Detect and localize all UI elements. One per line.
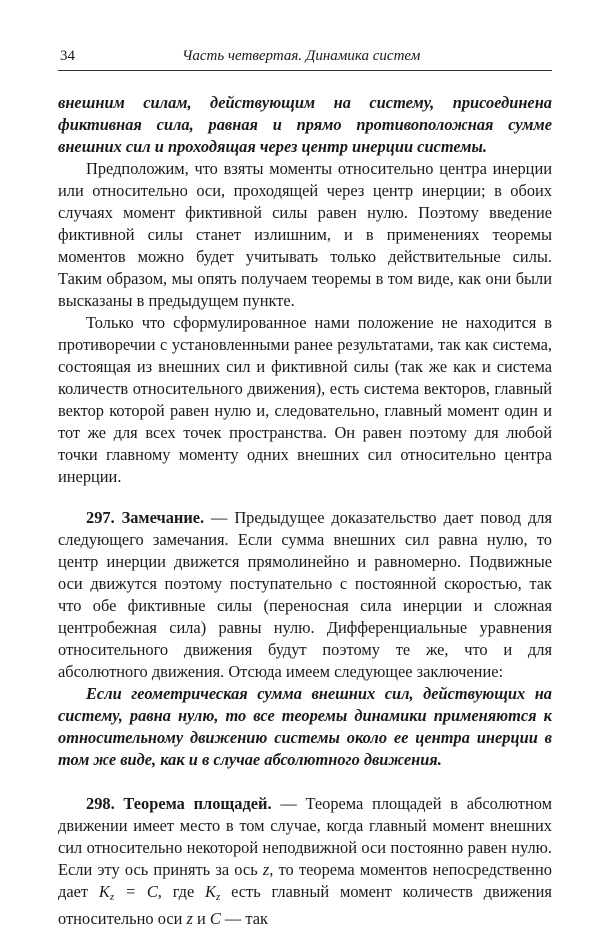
variable-z: z [262,860,270,879]
section-298-text-4: есть главный момент количеств движения относительно оси [58,882,552,928]
section-298-text-1: — Теорема площадей в абсолютном движении имеет место в том случае, когда главный момент внешних сил относительно некоторой неподвижной оси постоянно равен нулю. Если эту ось принять за ось [58,794,552,879]
page-body [58,92,552,930]
section-298-text-6: — так [220,909,268,928]
paragraph-2: Только что сформулированное нами положение не находится в противоречии с установленными ранее результатами, так как система, состоящая из внешних сил и фиктивной силы (так же как и система количеств относительного движения), есть система векторов, главный вектор которой равен нулю и, следовательно, главный момент один и тот же для всех точек пространства. Он равен поэтому для любой точки главному моменту одних внешних сил относительно центра инерции. [58,313,552,486]
intro-italic-text: внешним силам, действующим на систему, присоединена фиктивная сила, равная и прямо противоположная сумме внешних сил и проходящая через центр инерции системы. [58,93,552,156]
section-297-heading: 297. Замечание. [86,508,205,527]
symbol-K: K [205,882,216,901]
variable-z-2: z [186,909,193,928]
formula-K-subscript: z [109,891,115,903]
section-297-theorem: Если геометрическая сумма внешних сил, действующих на систему, равна нулю, то все теоремы динамики применяются к относительному движению системы около ее центра инерции в том же виде, как и в случае абсолютного движения. [58,684,552,769]
section-298 [58,793,552,930]
formula-K: K [98,882,110,901]
formula-equals-C: = C [114,882,158,901]
running-title: Часть четвертая. Динамика систем [182,48,421,64]
section-298-text-2: , то теорема моментов непосредственно дает [58,860,552,901]
section-297 [58,507,552,683]
paragraph-1: Предположим, что взяты моменты относительно центра инерции или относительно оси, проходящей через центр инерции; в обоих случаях момент фиктивной силы равен нулю. Поэтому введение фиктивной силы станет излишним, и в применениях теоремы моментов можно будет учитывать только действительные силы. Таким образом, мы опять получаем теоремы в том виде, как они были высказаны в предыдущем пункте. [58,159,552,310]
section-298-text-3: , где [157,882,206,901]
page-header [58,46,552,71]
page-number: 34 [60,48,75,64]
variable-C: C [209,909,221,928]
section-298-text-5: и [192,909,210,928]
symbol-K-subscript: z [215,891,221,903]
section-298-heading: 298. Теорема площадей. [86,794,272,813]
section-297-text: — Предыдущее доказательство дает повод для следующего замечания. Если сумма внешних сил равна нулю, то центр инерции движется прямолинейно и равномерно. Подвижные оси движутся поэтому поступательно с постоянной скоростью, так что обе фиктивные силы (переносная сила инерции и сложная центробежная сила) равны нулю. Дифференциальные уравнения относительного движения будут поэтому те же, что и для абсолютного движения. Отсюда имеем следующее заключение: [58,508,553,681]
